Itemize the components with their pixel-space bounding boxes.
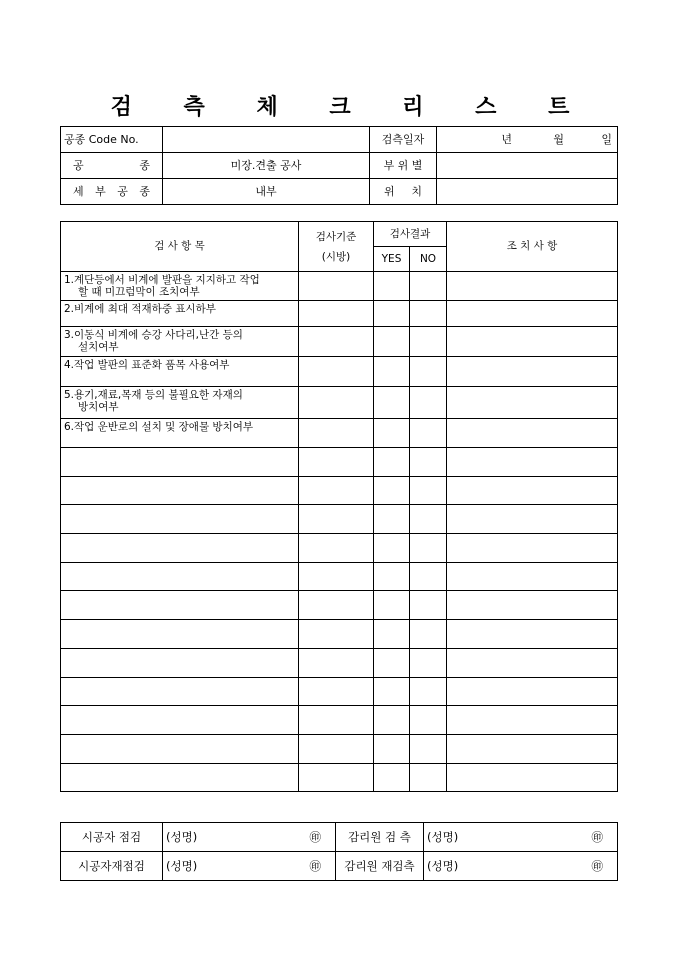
action-cell[interactable] — [447, 734, 618, 763]
table-row — [61, 448, 618, 477]
std-cell[interactable] — [299, 272, 374, 301]
check-item-text: 3.이동식 비계에 승강 사다리,난간 등의 — [64, 329, 243, 341]
table-row — [61, 734, 618, 763]
code-value[interactable] — [163, 127, 370, 153]
col-result-header: 검사결과 — [374, 222, 447, 247]
item-cell[interactable] — [61, 734, 299, 763]
loc-value[interactable] — [437, 179, 618, 205]
yes-cell[interactable] — [374, 562, 410, 591]
col-no-header: NO — [410, 247, 447, 272]
table-row — [61, 419, 618, 448]
check-item — [61, 272, 299, 301]
detail-value[interactable]: 내부 — [163, 179, 370, 205]
action-cell[interactable] — [447, 706, 618, 735]
checklist-table — [60, 221, 618, 792]
contractor-check-label: 시공자 점검 — [61, 823, 163, 852]
check-item — [61, 327, 299, 357]
yes-cell[interactable] — [374, 301, 410, 327]
code-label: 공종 Code No. — [61, 127, 163, 153]
no-cell[interactable] — [410, 734, 447, 763]
check-item-text: 5.용기,재료,목재 등의 불필요한 자재의 — [64, 389, 243, 401]
std-cell[interactable] — [299, 648, 374, 677]
no-cell[interactable] — [410, 357, 447, 387]
no-cell[interactable] — [410, 327, 447, 357]
item-cell[interactable] — [61, 591, 299, 620]
item-cell[interactable] — [61, 448, 299, 477]
no-cell[interactable] — [410, 648, 447, 677]
std-cell[interactable] — [299, 327, 374, 357]
supervisor-check-label: 감리원 검 측 — [336, 823, 424, 852]
supervisor-check-name[interactable]: (성명) — [424, 823, 501, 852]
kind-label: 공 종 — [61, 153, 163, 179]
action-cell[interactable] — [447, 448, 618, 477]
no-cell[interactable] — [410, 272, 447, 301]
action-cell[interactable] — [447, 763, 618, 792]
table-row — [61, 706, 618, 735]
yes-cell[interactable] — [374, 505, 410, 534]
std-cell[interactable] — [299, 562, 374, 591]
detail-label: 세 부 공 종 — [61, 179, 163, 205]
col-std-header — [299, 222, 374, 272]
yes-cell[interactable] — [374, 327, 410, 357]
seal-icon: ㊞ — [501, 823, 618, 852]
action-cell[interactable] — [447, 648, 618, 677]
action-cell[interactable] — [447, 419, 618, 448]
part-label: 부 위 별 — [370, 153, 437, 179]
std-cell[interactable] — [299, 591, 374, 620]
date-label: 검측일자 — [370, 127, 437, 153]
item-cell[interactable] — [61, 648, 299, 677]
check-item — [61, 419, 299, 448]
table-row — [61, 648, 618, 677]
item-cell[interactable] — [61, 763, 299, 792]
loc-label: 위 치 — [370, 179, 437, 205]
no-cell[interactable] — [410, 476, 447, 505]
std-cell[interactable] — [299, 301, 374, 327]
col-item-header: 검 사 항 목 — [61, 222, 299, 272]
yes-cell[interactable] — [374, 706, 410, 735]
table-row — [61, 763, 618, 792]
seal-icon: ㊞ — [501, 852, 618, 881]
yes-cell[interactable] — [374, 534, 410, 563]
yes-cell[interactable] — [374, 620, 410, 649]
table-row — [61, 301, 618, 327]
std-cell[interactable] — [299, 706, 374, 735]
check-item-text-cont: 설치여부 — [78, 341, 119, 353]
std-cell[interactable] — [299, 534, 374, 563]
no-cell[interactable] — [410, 448, 447, 477]
contractor-material-label: 시공자재점검 — [61, 852, 163, 881]
std-cell[interactable] — [299, 387, 374, 419]
table-row — [61, 591, 618, 620]
table-row — [61, 677, 618, 706]
col-yes-header: YES — [374, 247, 410, 272]
no-cell[interactable] — [410, 534, 447, 563]
seal-icon: ㊞ — [248, 852, 336, 881]
date-year: 년 — [501, 133, 512, 146]
action-cell[interactable] — [447, 534, 618, 563]
contractor-check-name[interactable]: (성명) — [163, 823, 248, 852]
action-cell[interactable] — [447, 476, 618, 505]
std-cell[interactable] — [299, 505, 374, 534]
page-title: 검 측 체 크 리 스 트 — [110, 94, 592, 120]
action-cell[interactable] — [447, 562, 618, 591]
supervisor-recheck-label: 감리원 재검측 — [336, 852, 424, 881]
col-std-label: 검사기준 — [315, 230, 357, 243]
action-cell[interactable] — [447, 327, 618, 357]
action-cell[interactable] — [447, 357, 618, 387]
table-row — [61, 327, 618, 357]
check-item-text-cont: 방치여부 — [78, 401, 119, 413]
item-cell[interactable] — [61, 677, 299, 706]
action-cell[interactable] — [447, 677, 618, 706]
no-cell[interactable] — [410, 591, 447, 620]
action-cell[interactable] — [447, 620, 618, 649]
contractor-material-name[interactable]: (성명) — [163, 852, 248, 881]
no-cell[interactable] — [410, 706, 447, 735]
yes-cell[interactable] — [374, 419, 410, 448]
no-cell[interactable] — [410, 387, 447, 419]
table-row — [61, 272, 618, 301]
item-cell[interactable] — [61, 476, 299, 505]
check-item — [61, 357, 299, 387]
date-value[interactable] — [437, 127, 618, 153]
check-item-text: 2.비계에 최대 적재하중 표시하부 — [64, 303, 216, 315]
item-cell[interactable] — [61, 562, 299, 591]
action-cell[interactable] — [447, 591, 618, 620]
yes-cell[interactable] — [374, 648, 410, 677]
table-row — [61, 620, 618, 649]
yes-cell[interactable] — [374, 763, 410, 792]
supervisor-recheck-name[interactable]: (성명) — [424, 852, 501, 881]
action-cell[interactable] — [447, 387, 618, 419]
check-item-text-cont: 할 때 미끄럼막이 조치여부 — [78, 286, 200, 298]
check-item-text: 6.작업 운반로의 설치 및 장애물 방치여부 — [64, 421, 253, 433]
std-cell[interactable] — [299, 763, 374, 792]
check-item-text: 1.계단등에서 비계에 발판을 지지하고 작업 — [64, 274, 260, 286]
table-row — [61, 562, 618, 591]
action-cell[interactable] — [447, 301, 618, 327]
no-cell[interactable] — [410, 562, 447, 591]
yes-cell[interactable] — [374, 272, 410, 301]
yes-cell[interactable] — [374, 448, 410, 477]
col-std-sub-label: (시방) — [321, 250, 351, 263]
action-cell[interactable] — [447, 272, 618, 301]
std-cell[interactable] — [299, 357, 374, 387]
no-cell[interactable] — [410, 505, 447, 534]
item-cell[interactable] — [61, 534, 299, 563]
date-month: 월 — [553, 133, 564, 146]
yes-cell[interactable] — [374, 387, 410, 419]
check-item — [61, 301, 299, 327]
table-row — [61, 357, 618, 387]
std-cell[interactable] — [299, 419, 374, 448]
yes-cell[interactable] — [374, 734, 410, 763]
table-row — [61, 476, 618, 505]
check-item-text: 4.작업 발판의 표준화 품목 사용여부 — [64, 359, 230, 371]
date-day: 일 — [601, 133, 612, 146]
std-cell[interactable] — [299, 734, 374, 763]
std-cell[interactable] — [299, 476, 374, 505]
table-row — [61, 387, 618, 419]
no-cell[interactable] — [410, 301, 447, 327]
kind-value[interactable]: 미장.견출 공사 — [163, 153, 370, 179]
item-cell[interactable] — [61, 706, 299, 735]
no-cell[interactable] — [410, 419, 447, 448]
table-row — [61, 505, 618, 534]
yes-cell[interactable] — [374, 591, 410, 620]
seal-icon: ㊞ — [248, 823, 336, 852]
item-cell[interactable] — [61, 505, 299, 534]
std-cell[interactable] — [299, 620, 374, 649]
yes-cell[interactable] — [374, 357, 410, 387]
std-cell[interactable] — [299, 448, 374, 477]
part-value[interactable] — [437, 153, 618, 179]
col-action-header: 조 치 사 항 — [447, 222, 618, 272]
yes-cell[interactable] — [374, 476, 410, 505]
signature-table — [60, 822, 618, 881]
action-cell[interactable] — [447, 505, 618, 534]
table-row — [61, 534, 618, 563]
no-cell[interactable] — [410, 677, 447, 706]
std-cell[interactable] — [299, 677, 374, 706]
yes-cell[interactable] — [374, 677, 410, 706]
item-cell[interactable] — [61, 620, 299, 649]
info-table — [60, 126, 618, 205]
no-cell[interactable] — [410, 763, 447, 792]
check-item — [61, 387, 299, 419]
no-cell[interactable] — [410, 620, 447, 649]
